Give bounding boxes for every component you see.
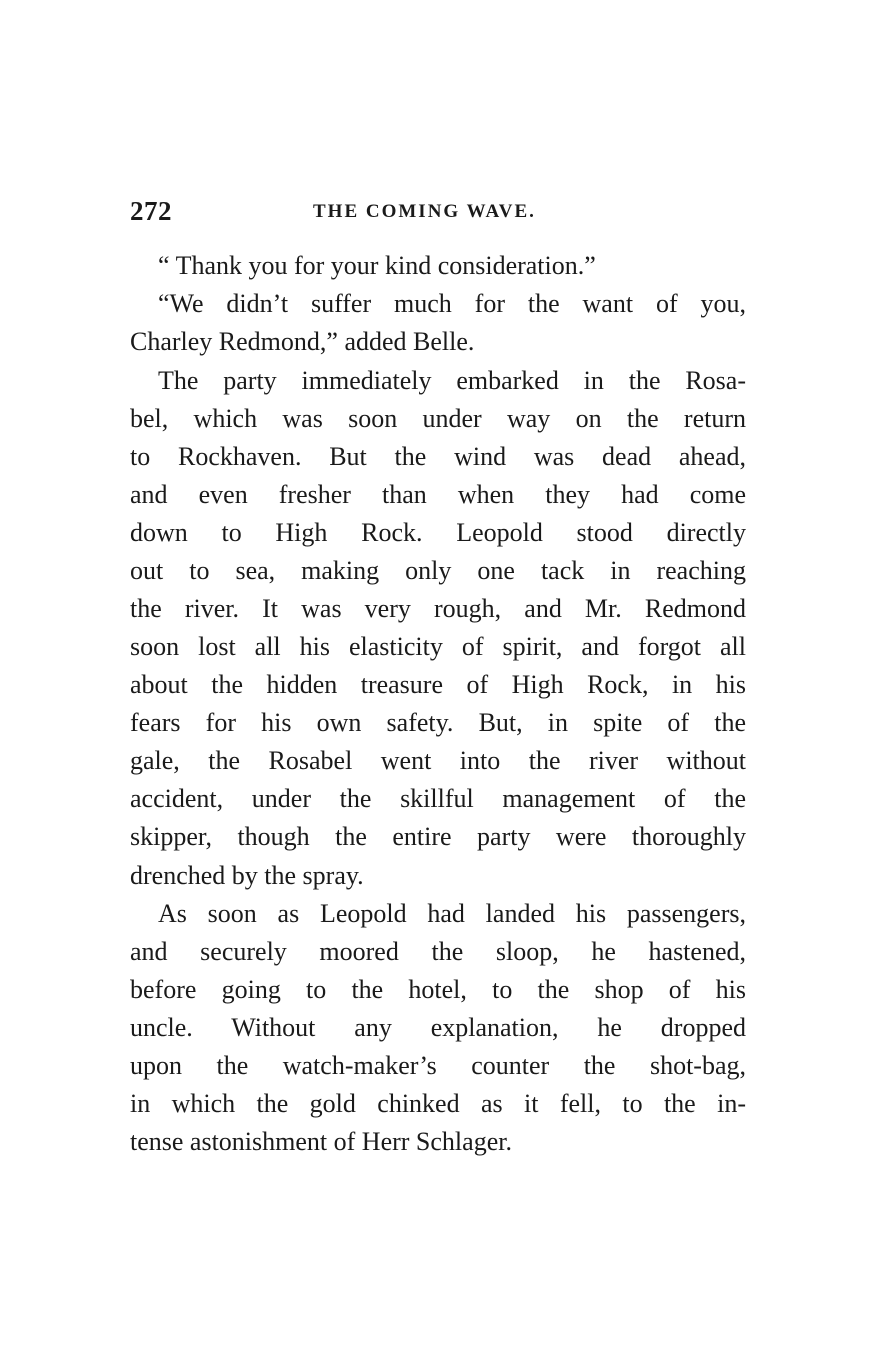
text-line: the river. It was very rough, and Mr. Redmond (130, 594, 746, 623)
text-line: tense astonishment of Herr Schlager. (130, 1127, 512, 1156)
text-line: down to High Rock. Leopold stood directly (130, 518, 746, 547)
page-header (130, 196, 750, 230)
text-line: out to sea, making only one tack in reaching (130, 556, 746, 585)
text-line: and even fresher than when they had come (130, 480, 746, 509)
text-line: upon the watch-maker’s counter the shot-bag, (130, 1051, 746, 1080)
text-line: in which the gold chinked as it fell, to the in- (130, 1089, 746, 1118)
text-line: The party immediately embarked in the Rosa- (158, 366, 746, 395)
text-line: and securely moored the sloop, he hastened, (130, 937, 746, 966)
text-line: uncle. Without any explanation, he dropped (130, 1013, 746, 1042)
text-line: Charley Redmond,” added Belle. (130, 327, 475, 356)
text-line: As soon as Leopold had landed his passengers, (158, 899, 746, 928)
text-line: “We didn’t suffer much for the want of you, (158, 289, 746, 318)
page-number: 272 (130, 196, 172, 226)
text-line: fears for his own safety. But, in spite of the (130, 708, 746, 737)
text-line: gale, the Rosabel went into the river without (130, 746, 746, 775)
text-line: soon lost all his elasticity of spirit, and forgot all (130, 632, 746, 661)
text-line: before going to the hotel, to the shop of his (130, 975, 746, 1004)
text-line: to Rockhaven. But the wind was dead ahead, (130, 442, 746, 471)
text-line: “ Thank you for your kind consideration.” (158, 251, 596, 280)
text-line: accident, under the skillful management of the (130, 784, 746, 813)
text-line: drenched by the spray. (130, 861, 364, 890)
text-line: skipper, though the entire party were thoroughly (130, 822, 746, 851)
text-line: bel, which was soon under way on the return (130, 404, 746, 433)
text-line: about the hidden treasure of High Rock, in his (130, 670, 746, 699)
running-title: THE COMING WAVE. (313, 201, 536, 222)
